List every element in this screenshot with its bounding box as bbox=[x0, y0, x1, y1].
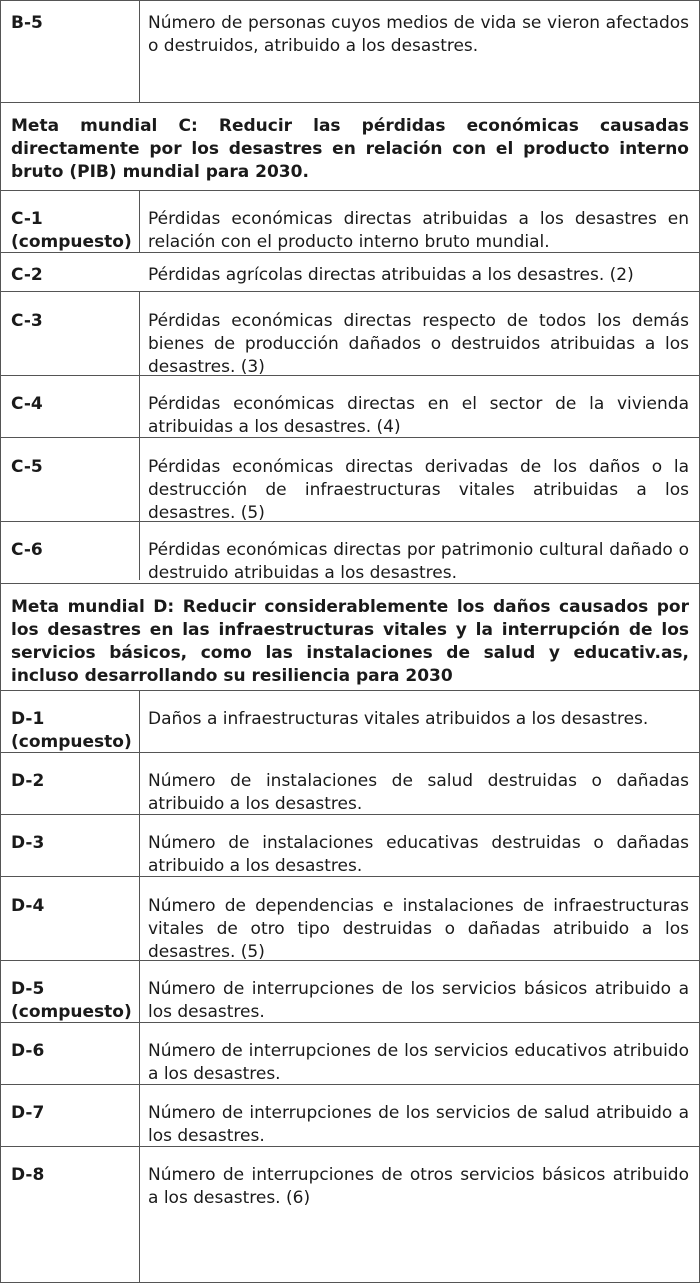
indicator-description: Pérdidas económicas directas en el sector de la vivienda atribuidas a los desastres. (4) bbox=[148, 394, 689, 437]
column-divider bbox=[139, 1, 140, 102]
indicator-description: Pérdidas económicas directas derivadas de los daños o la destrucción de infraestructuras vitales atribuidas a los desastres. (5) bbox=[148, 457, 689, 523]
indicator-code: D-6 bbox=[11, 1041, 45, 1061]
indicator-code: C-1 (compuesto) bbox=[11, 209, 132, 252]
indicator-description: Pérdidas económicas directas atribuidas a los desastres en relación con el producto interno bruto mundial. bbox=[148, 209, 689, 252]
column-divider bbox=[139, 691, 140, 752]
indicator-description: Daños a infraestructuras vitales atribuidos a los desastres. bbox=[148, 709, 649, 729]
indicator-code: D-5 (compuesto) bbox=[11, 979, 132, 1022]
table-row bbox=[0, 190, 700, 252]
table-row bbox=[0, 437, 700, 521]
indicator-code: C-5 bbox=[11, 457, 43, 477]
indicator-description: Número de personas cuyos medios de vida se vieron afectados o destruidos, atribuido a los desastres. bbox=[148, 13, 689, 56]
column-divider bbox=[139, 522, 140, 580]
column-divider bbox=[139, 191, 140, 252]
column-divider bbox=[139, 815, 140, 876]
table-row bbox=[0, 876, 700, 960]
indicator-description: Número de interrupciones de los servicios educativos atribuido a los desastres. bbox=[148, 1041, 689, 1084]
table-row bbox=[0, 1022, 700, 1084]
column-divider bbox=[139, 877, 140, 960]
indicator-description: Número de dependencias e instalaciones de infraestructuras vitales de otro tipo destruidas o dañadas atribuido a los desastres. (5) bbox=[148, 896, 689, 962]
goal-heading: Meta mundial D: Reducir considerablemente los daños causados por los desastres en las infraestructuras vitales y la interrupción de los servicios básicos, como las instalaciones de salud y educativ.as, incluso desarrollando su resiliencia para 2030 bbox=[11, 597, 689, 686]
table-row bbox=[0, 960, 700, 1022]
indicator-code: D-2 bbox=[11, 771, 45, 791]
indicator-code: D-3 bbox=[11, 833, 45, 853]
table-row bbox=[0, 752, 700, 814]
indicator-code: C-2 bbox=[11, 265, 43, 285]
indicator-description: Número de interrupciones de los servicios básicos atribuido a los desastres. bbox=[148, 979, 689, 1022]
table-row bbox=[0, 252, 700, 291]
table-row bbox=[0, 1146, 700, 1283]
table-row bbox=[0, 1084, 700, 1146]
goal-row bbox=[0, 583, 700, 690]
indicator-code: C-6 bbox=[11, 540, 43, 560]
goal-row bbox=[0, 102, 700, 190]
indicator-description: Pérdidas económicas directas respecto de todos los demás bienes de producción dañados o destruidos atribuidas a los desastres. (3) bbox=[148, 311, 689, 377]
column-divider bbox=[139, 753, 140, 814]
indicator-description: Pérdidas agrícolas directas atribuidas a los desastres. (2) bbox=[148, 265, 634, 285]
table-row bbox=[0, 291, 700, 375]
indicator-code: D-7 bbox=[11, 1103, 45, 1123]
column-divider bbox=[139, 1147, 140, 1282]
indicator-code: C-3 bbox=[11, 311, 43, 331]
indicator-code: D-8 bbox=[11, 1165, 45, 1185]
table-row bbox=[0, 521, 700, 583]
indicator-description: Número de instalaciones de salud destruidas o dañadas atribuido a los desastres. bbox=[148, 771, 689, 814]
indicator-code: C-4 bbox=[11, 394, 43, 414]
indicator-code: B-5 bbox=[11, 13, 43, 33]
indicator-code: D-4 bbox=[11, 896, 45, 916]
indicator-description: Número de instalaciones educativas destruidas o dañadas atribuido a los desastres. bbox=[148, 833, 689, 876]
column-divider bbox=[139, 1085, 140, 1146]
column-divider bbox=[139, 376, 140, 437]
table-row bbox=[0, 375, 700, 437]
table-row bbox=[0, 0, 700, 102]
indicator-description: Pérdidas económicas directas por patrimonio cultural dañado o destruido atribuidas a los desastres. bbox=[148, 540, 689, 583]
goal-heading: Meta mundial C: Reducir las pérdidas económicas causadas directamente por los desastres en relación con el producto interno bruto (PIB) mundial para 2030. bbox=[11, 116, 689, 182]
column-divider bbox=[139, 438, 140, 521]
indicator-description: Número de interrupciones de los servicios de salud atribuido a los desastres. bbox=[148, 1103, 689, 1146]
table-row bbox=[0, 690, 700, 752]
indicator-code: D-1 (compuesto) bbox=[11, 709, 132, 752]
column-divider bbox=[139, 1023, 140, 1084]
column-divider bbox=[139, 292, 140, 375]
indicator-description: Número de interrupciones de otros servicios básicos atribuido a los desastres. (6) bbox=[148, 1165, 689, 1208]
table-row bbox=[0, 814, 700, 876]
column-divider bbox=[139, 961, 140, 1022]
